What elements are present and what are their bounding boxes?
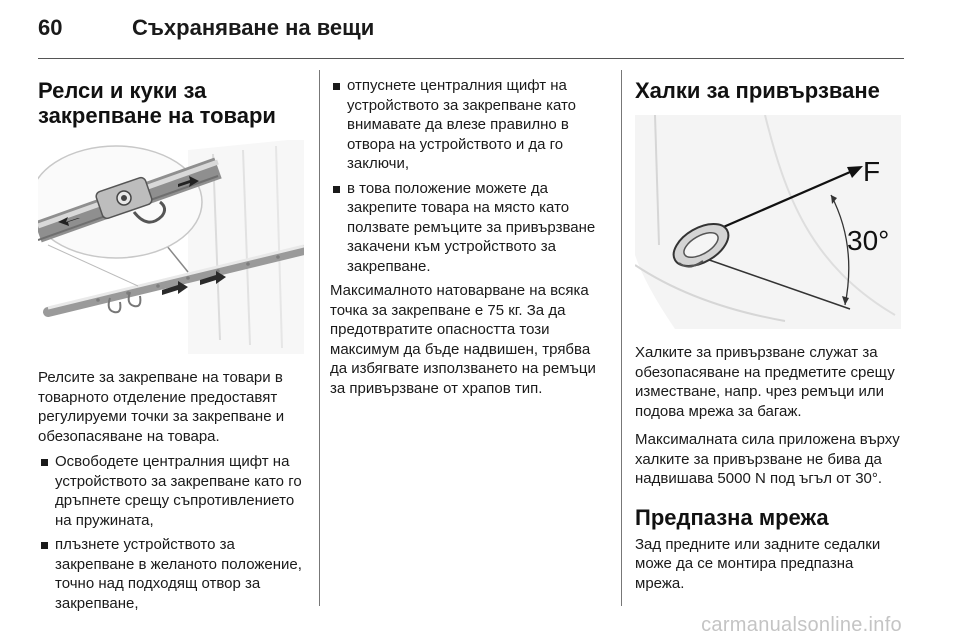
max-load-paragraph: Максималното натоварване на всяка точка за закрепване е 75 кг. За да предотвратите опасността този максимум да бъде надвишен, трябва да избягвате използването на ремъци за привързване от храпов тип. <box>330 282 596 397</box>
chapter-title: Съхраняване на вещи <box>132 15 375 40</box>
list-item <box>330 76 606 174</box>
section-title-rails <box>38 78 304 128</box>
rails-intro: Релсите за закрепване на товари в товарното отделение предоставят регулируеми точки за закрепване и обезопасяване на товара. <box>38 369 285 445</box>
page-header <box>38 8 374 48</box>
section-title-line: закрепване на товари <box>38 103 276 128</box>
column-divider <box>621 70 622 606</box>
tie-ring-diagram <box>635 115 901 329</box>
max-force-paragraph: Максималната сила приложена върху халките за привързване не бива да надвишава 5000 N под ъгъл от 30°. <box>635 431 900 487</box>
bullet-square-icon <box>333 83 340 90</box>
angle-label: 30° <box>847 225 890 256</box>
list-item <box>38 452 304 530</box>
list-item <box>330 179 606 277</box>
header-rule <box>38 58 904 59</box>
section-title-safety-net: Предпазна мрежа <box>635 504 829 530</box>
column-right <box>635 66 905 593</box>
force-label: F <box>863 156 881 187</box>
bullet-square-icon <box>41 542 48 549</box>
list-item-text: отпуснете централния щифт на устройството за закрепване като внимавате да влезе правилно в отвора на устройството и да го заключи, <box>347 77 577 172</box>
list-item-text: в това положение можете да закрепите товара на място като ползвате ремъците за привързване закачени към устройството за закрепване. <box>347 179 596 275</box>
column-divider <box>319 70 320 606</box>
bullet-square-icon <box>41 459 48 466</box>
bullet-square-icon <box>333 186 340 193</box>
list-item <box>38 535 304 613</box>
column-left <box>38 66 304 618</box>
page-number: 60 <box>38 15 63 40</box>
section-title-line: Релси и куки за <box>38 78 207 103</box>
tie-rings-paragraph: Халките за привързване служат за обезопасяване на предметите срещу изместване, напр. чрез ремъци или подова мрежа за багаж. <box>635 344 895 420</box>
rails-steps-list-cont <box>330 76 606 276</box>
watermark: carmanualsonline.info <box>701 614 902 636</box>
list-item-text: Освободете централния щифт на устройството за закрепване като го дръпнете срещу съпротивлението на пружината, <box>55 453 302 529</box>
list-item-text: плъзнете устройството за закрепване в желаното положение, точно над подходящ отвор за закрепване, <box>55 536 302 612</box>
rails-steps-list <box>38 452 304 613</box>
safety-net-paragraph: Зад предните или задните седалки може да се монтира предпазна мрежа. <box>635 535 881 592</box>
section-title-tie-rings: Халки за привързване <box>635 78 880 103</box>
rail-illustration <box>38 140 304 354</box>
column-middle <box>330 66 606 398</box>
